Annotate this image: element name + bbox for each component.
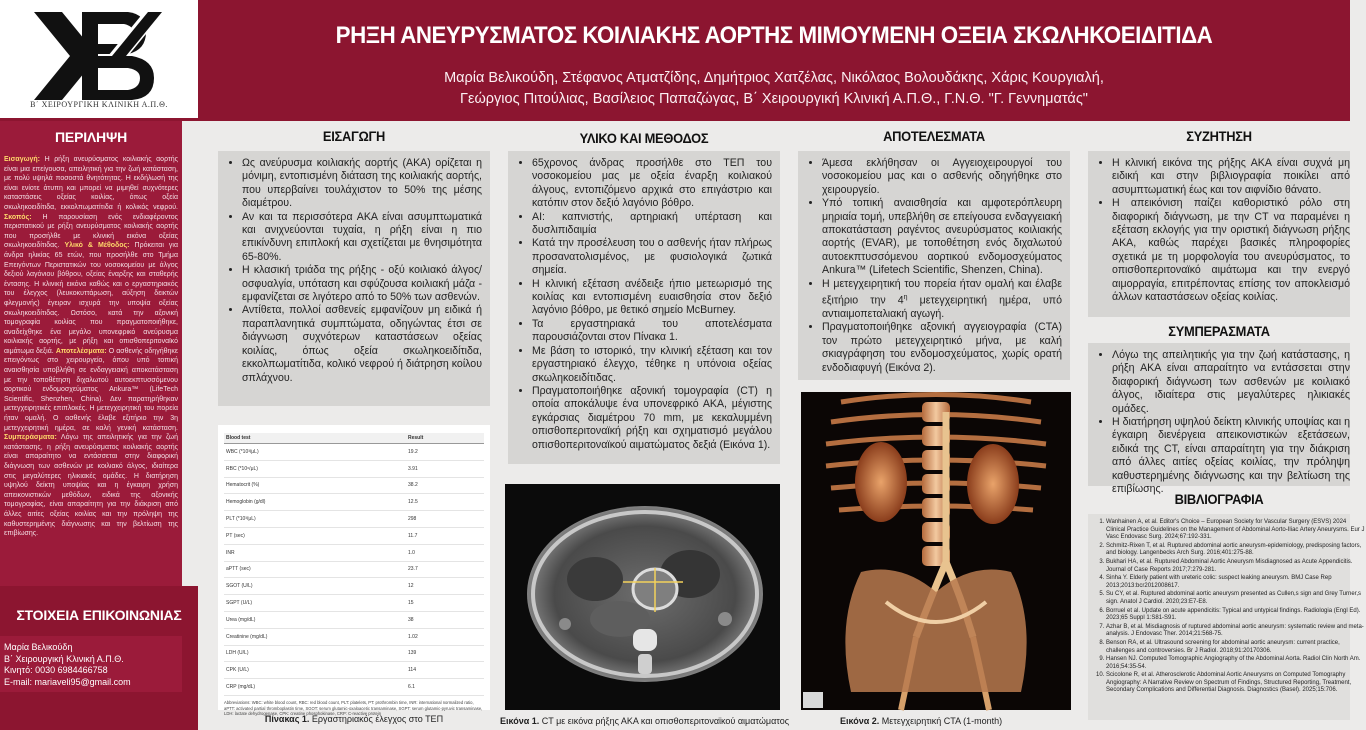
authors-line-1: Μαρία Βελικούδη, Στέφανος Ατματζίδης, Δημήτριος Χατζέλας, Νικόλαος Βολουδάκης, Χάρις Κουργιαλή,	[444, 70, 1104, 86]
reference-item: 9. Hansen NJ. Computed Tomographic Angiography of the Abdominal Aorta. Radiol Clin North Am. 2016;54:35-54.	[1106, 656, 1366, 671]
reference-item: 10. Scicolone R, et al. Atherosclerotic Abdominal Aortic Aneurysms on Computed Tomography Angiography: A Narrative Review on Spectrum of Findings, Structured Reporting, Treatment, Secondary Complications and Differential Diagnosis. Diagnostics (Basel). 2025;15:706.	[1106, 672, 1366, 695]
reference-item: 3. Bukhari HA, et al. Ruptured Abdominal Aortic Aneurysm Misdiagnosed as Acute Appendicitis. Journal of Case Reports 2017;7:279-281.	[1106, 559, 1366, 574]
contact-phone: Κινητό: 0030 6984466758	[4, 665, 108, 675]
lab-test-name: SGOT (U/L)	[224, 578, 406, 595]
lab-test-name: PLT (*10³/μL)	[224, 511, 406, 528]
lab-test-name: SGPT (U/L)	[224, 595, 406, 612]
lab-test-result: 12	[406, 578, 484, 595]
conclusions-bullet: • Λόγω της απειλητικής για την ζωή κατάστασης, η ρήξη ΑΚΑ είναι απαραίτητο να εντάσσεται στην διαφορική διάγνωση των ασθενών με κοιλιακό άλγος, ιδιαίτερα στις μεγαλύτερες ηλικιακές ομάδες.	[1112, 349, 1350, 416]
figure1-caption-label: Εικόνα 1.	[500, 716, 540, 726]
intro-bullet: • Αν και τα περισσότερα ΑΚΑ είναι ασυμπτωματικά και ανιχνεύονται τυχαία, η ρήξη είναι η πιο επικίνδυνη επιπλοκή και σχετίζεται με θνησιμότητα 65-80%.	[242, 211, 482, 265]
results-b3-sup: η	[903, 294, 908, 302]
reference-item: 4. Sinha Y. Elderly patient with ureteric colic: suspect leaking aneurysm. BMJ Case Rep 2013;2013:bcr2012008617.	[1106, 575, 1366, 590]
contact-box	[0, 636, 182, 692]
references-title: ΒΙΒΛΙΟΓΡΑΦΙΑ	[1174, 491, 1264, 507]
lab-table-card	[218, 425, 490, 717]
lab-table-row	[224, 544, 484, 561]
intro-bullet: • Αντίθετα, πολλοί ασθενείς εμφανίζουν μη ειδικά ή παραπλανητικά συμπτώματα, οδηγώντας έτσι σε διάγνωση συχνότερων καταστάσεων οξείας κοιλίας, όπως οξεία σκωληκοειδίτιδα, εκκολπωματίτιδα, κολικό νεφρού ή διάτρηση κοίλου σπλάχνου.	[242, 304, 482, 384]
figure2-caption-label: Εικόνα 2.	[840, 716, 880, 726]
contact-name: Μαρία Βελικούδη	[4, 642, 73, 652]
methods-title: ΥΛΙΚΟ ΚΑΙ ΜΕΘΟΔΟΣ	[579, 130, 709, 146]
figure1-caption	[500, 716, 800, 726]
lab-table-row	[224, 645, 484, 662]
methods-box	[508, 151, 780, 464]
lab-test-result: 114	[406, 662, 484, 679]
poster-title: ΡΗΞΗ ΑΝΕΥΡΥΣΜΑΤΟΣ ΚΟΙΛΙΑΚΗΣ ΑΟΡΤΗΣ ΜΙΜΟΥΜΕΝΗ ΟΞΕΙΑ ΣΚΩΛΗΚΟΕΙΔΙΤΙΔΑ	[335, 22, 1213, 49]
lab-table-row	[224, 527, 484, 544]
cta-angiography-icon	[801, 392, 1071, 710]
lab-table-row	[224, 444, 484, 461]
reference-item: 5. Su CY, et al. Ruptured abdominal aortic aneurysm presented as Cullen,s sign and Grey Turner,s sign. Anatol J Cardiol. 2020;23:E7-E8.	[1106, 591, 1366, 606]
lab-table-row	[224, 611, 484, 628]
references-box	[1088, 514, 1365, 720]
contact-title: ΣΤΟΙΧΕΙΑ ΕΠΙΚΟΙΝΩΝΙΑΣ	[16, 607, 182, 623]
lab-test-result: 298	[406, 511, 484, 528]
lab-test-result: 19.2	[406, 444, 484, 461]
figure2-caption	[840, 716, 1080, 726]
lab-caption	[218, 714, 490, 724]
logo	[0, 0, 198, 121]
cta-image	[801, 392, 1071, 710]
lab-test-name: CPK (U/L)	[224, 662, 406, 679]
lab-table-row	[224, 578, 484, 595]
lab-table	[224, 433, 484, 696]
summary-intro-text: Η ρήξη ανευρύσματος κοιλιακής αορτής είναι μια επείγουσα, απειλητική για την ζωή κατάσταση, με πολύ υψηλά ποσοστά θνητότητας. Η εκδήλωσή της είναι ενίοτε άτυπη και μπορεί να μιμηθεί συχνότερες καταστάσεις οξείας κοιλίας, όπως οξεία σκωληκοειδίτιδα, εκκολπωματίτιδα ή κολικός νεφρού.	[4, 156, 178, 211]
conclusions-bullet: • Η διατήρηση υψηλού δείκτη κλινικής υποψίας και η έγκαιρη διενέργεια απεικονιστικών εξετάσεων, ειδικά της CT, είναι απαραίτητη για την διάκριση από άλλες αιτίες οξείας κοιλίας, την πρόληψη καθυστερημένης διάγνωσης και την βελτίωση της επιβίωσης.	[1112, 416, 1350, 496]
lab-test-name: Hematocrit (%)	[224, 477, 406, 494]
results-bullet: • Υπό τοπική αναισθησία και αμφοτερόπλευρη μηριαία τομή, υπεβλήθη σε επείγουσα ενδαγγειακή αποκατάσταση ραγέντος ανευρύσματος κοιλιακής αορτής (EVAR), με τοποθέτηση ενός διχαλωτού αυτοεκπτυσσόμενου αορτικού ενδομοσχεύματος Ankura™ (Lifetech Scientific, Shenzen, China).	[822, 197, 1062, 277]
conclusions-box	[1088, 343, 1350, 496]
results-title: ΑΠΟΤΕΛΕΣΜΑΤΑ	[883, 128, 985, 144]
methods-bullet: • Η κλινική εξέταση ανέδειξε ήπιο μετεωρισμό της κοιλίας και εντοπισμένη ευαισθησία στον δεξιό λαγόνιο βόθρο, με θετικό σημείο McBurney.	[532, 278, 772, 318]
summary-intro-label: Εισαγωγή:	[4, 156, 41, 163]
lab-test-name: aPTT (sec)	[224, 561, 406, 578]
discussion-title: ΣΥΖΗΤΗΣΗ	[1186, 128, 1252, 144]
intro-bullet: • Ως ανεύρυσμα κοιλιακής αορτής (ΑΚΑ) ορίζεται η μόνιμη, εντοπισμένη διάταση της κοιλιακής αορτής, που υπερβαίνει τουλάχιστον το 50% της μέσης διαμέτρου.	[242, 157, 482, 211]
lab-test-result: 1.0	[406, 544, 484, 561]
ct-scan-image	[505, 484, 780, 710]
results-b3-pre: Η μετεγχειρητική του πορεία ήταν ομαλή και έλαβε εξιτήριο την 4	[822, 277, 1062, 307]
results-bullet: • Πραγματοποιήθηκε αξονική αγγειογραφία (CTA) τον πρώτο μετεγχειρητικό μήνα, με καλή σκιαγράφηση του ενδομοσχεύματος, χωρίς ορατή ενδοδιαφυγή (Εικόνα 2).	[822, 321, 1062, 375]
lab-table-row	[224, 460, 484, 477]
lab-table-row	[224, 494, 484, 511]
intro-title: ΕΙΣΑΓΩΓΗ	[322, 128, 386, 144]
lab-test-result: 11.7	[406, 527, 484, 544]
contact-affiliation: Β΄ Χειρουργική Κλινική Α.Π.Θ.	[4, 653, 124, 664]
discussion-bullet: • Η κλινική εικόνα της ρήξης ΑΚΑ είναι συχνά μη ειδική και στην βιβλιογραφία ποικίλει από ασυμπτωματική έως και τον αιφνίδιο θάνατο.	[1112, 157, 1350, 197]
results-box	[798, 151, 1070, 380]
lab-caption-text: Εργαστηριακός έλεγχος στο ΤΕΠ	[309, 714, 444, 724]
summary-aim-text: Η παρουσίαση ενός ενδιαφέροντος περιστατικού με ρήξη ανευρύσματος κοιλιακής αορτής που προσήλθε με κλινική εικόνα οξείας σκωληκοειδίτιδας.	[4, 213, 178, 250]
contact-email[interactable]: E-mail: mariaveli95@gmail.com	[4, 676, 131, 687]
lab-test-name: CRP (mg/dL)	[224, 679, 406, 696]
results-bullet	[822, 278, 1062, 322]
methods-bullet: • Τα εργαστηριακά του αποτελέσματα παρουσιάζονται στον Πίνακα 1.	[532, 318, 772, 345]
poster-header	[198, 0, 1350, 121]
lab-table-row	[224, 628, 484, 645]
lab-test-result: 139	[406, 645, 484, 662]
methods-bullet: • Πραγματοποιήθηκε αξονική τομογραφία (CT) η οποία αποκάλυψε ένα υπονεφρικό ΑΚΑ, μέγιστης εγκάρσιας διαμέτρου 70 mm, με κεκαλυμμένη οπισθοπεριτοναϊκή ρήξη και σχηματισμό μεγάλου οπισθοπεριτοναϊκού αιματώματος δεξιά (Εικόνα 1).	[532, 385, 772, 452]
lab-test-name: PT (sec)	[224, 527, 406, 544]
reference-item: 7. Azhar B, et al. Misdiagnosis of ruptured abdominal aortic aneurysm: systematic review and meta-analysis. J Endovasc Ther. 2014;21:568-75.	[1106, 624, 1366, 639]
lab-test-name: WBC (*10³/μL)	[224, 444, 406, 461]
lab-test-name: LDH (U/L)	[224, 645, 406, 662]
summary-methods-label: Υλικό & Μέθοδος:	[64, 242, 130, 250]
lab-test-result: 3.91	[406, 460, 484, 477]
lab-test-result: 6.1	[406, 679, 484, 696]
conclusions-title: ΣΥΜΠΕΡΑΣΜΑΤΑ	[1168, 323, 1270, 339]
lab-table-row	[224, 595, 484, 612]
lab-test-result: 15	[406, 595, 484, 612]
authors	[198, 68, 1350, 110]
lab-col-test: Blood test	[224, 433, 406, 444]
methods-bullet: • ΑΙ: καπνιστής, αρτηριακή υπέρταση και δυσλιπιδαιμία	[532, 211, 772, 238]
lab-test-name: Urea (mg/dL)	[224, 611, 406, 628]
lab-test-name: INR	[224, 544, 406, 561]
figure1-caption-text: CT με εικόνα ρήξης ΑΚΑ και οπισθοπεριτοναϊκού αιματώματος	[539, 716, 790, 726]
lab-test-name: RBC (*10⁶/μL)	[224, 460, 406, 477]
lab-table-row	[224, 561, 484, 578]
ct-scan-icon	[505, 484, 780, 710]
results-bullet: • Άμεσα εκλήθησαν οι Αγγειοχειρουργοί του νοσοκομείου μας και ο ασθενής οδηγήθηκε στο χειρουργείο.	[822, 157, 1062, 197]
lab-test-result: 38	[406, 611, 484, 628]
methods-bullet: • 65χρονος άνδρας προσήλθε στο ΤΕΠ του νοσοκομείου μας με οξεία έναρξη κοιλιακού άλγους, εντοπιζόμενο αρχικά στο επιγάστριο και κατόπιν στον δεξιό λαγόνιο βόθρο.	[532, 157, 772, 211]
figure2-caption-text: Μετεγχειρητική CTA (1-month)	[879, 716, 1003, 726]
lab-caption-label: Πίνακας 1.	[264, 714, 310, 724]
lab-test-name: Creatinine (mg/dL)	[224, 628, 406, 645]
lab-abbreviations: Abbreviations: WBC: white blood count, RBC: red blood count, PLT: platelets, PT: prothrombin time, INR: international normalized ratio, aPTT: activated partial thromboplastin time, SGOT: serum glutamic-oxaloacetic transaminase, SGPT: serum glutamic-pyruvic transaminase, LDH: lactate dehydrogenase, CPK: creatine phosphokinase, CRP: C-reactive protein	[224, 699, 483, 717]
intro-box	[218, 151, 490, 406]
summary-results-label: Αποτελέσματα:	[55, 347, 107, 355]
lab-test-name: Hemoglobin (g/dl)	[224, 494, 406, 511]
summary-conclusions-label: Συμπεράσματα:	[4, 434, 57, 442]
lab-test-result: 23.7	[406, 561, 484, 578]
lab-table-row	[224, 477, 484, 494]
methods-bullet: • Κατά την προσέλευση του ο ασθενής ήταν πλήρως προσανατολισμένος, με φυσιολογικά ζωτικά σημεία.	[532, 237, 772, 277]
intro-bullet: • Η κλασική τριάδα της ρήξης - οξύ κοιλιακό άλγος/οσφυαλγία, υπόταση και σφύζουσα κοιλιακή μάζα - εμφανίζεται σε λιγότερο από το 50% των ασθενών.	[242, 264, 482, 304]
clinic-logo-icon	[32, 10, 166, 102]
lab-table-row	[224, 511, 484, 528]
reference-item: 2. Schmitz-Rixen T, et al. Ruptured abdominal aortic aneurysm-epidemiology, predisposing factors, and biology. Langenbecks Arch Surg. 2016;401:275-88.	[1106, 543, 1366, 558]
discussion-box	[1088, 151, 1350, 317]
reference-item: 8. Benson RA, et al. Ultrasound screening for abdominal aortic aneurysm: current practice, challenges and controversies. Br J Radiol. 2018;91:20170306.	[1106, 640, 1366, 655]
methods-bullet: • Με βάση το ιστορικό, την κλινική εξέταση και τον εργαστηριακό έλεγχο, τέθηκε η υπόνοια οξείας σκωληκοειδίτιδας.	[532, 345, 772, 385]
summary-aim-label: Σκοπός:	[4, 213, 32, 221]
results-b3-post: μετεγχειρητική ημέρα, υπό αντιαιμοπεταλιακή αγωγή.	[822, 294, 1062, 320]
summary-methods-text: Πρόκειται για άνδρα ηλικίας 65 ετών, που προσήλθε στο Τμήμα Επειγόντων Περιστατικών του νοσοκομείου με άλγος δεξιού λαγόνιου βόθρου, οξείας έναρξης και σταθερής έντασης. Η κλινική εικόνα καθώς και ο εργαστηριακός του έλεγχος (λευκοκυττάρωση, αύξηση δεικτών φλεγμονής) έγειραν ισχυρά την υποψία οξείας σκωληκοειδίτιδας. Ωστόσο, κατά την αξονική τομογραφία κοιλίας που πραγματοποιήθηκε, αναδείχθηκε ένα μεγάλο υπονεφρικό ανεύρυσμα κοιλιακής αορτής, με ρήξη και οπισθοπεριτοναϊκό αιμάτωμα δεξιά.	[4, 242, 178, 355]
logo-caption: Β΄ ΧΕΙΡΟΥΡΓΙΚΗ ΚΛΙΝΙΚΗ Α.Π.Θ.	[30, 100, 168, 109]
lab-table-row	[224, 662, 484, 679]
summary-title: ΠΕΡΙΛΗΨΗ	[55, 129, 127, 145]
lab-col-result: Result	[406, 433, 484, 444]
lab-test-result: 12.5	[406, 494, 484, 511]
summary-text	[4, 155, 178, 539]
reference-item: 1. Wanhainen A, et al. Editor's Choice – European Society for Vascular Surgery (ESVS) 2024 Clinical Practice Guidelines on the Management of Abdominal Aorto-Iliac Artery Aneurysms. Eur J Vasc Endovasc Surg. 2024;67:192-331.	[1106, 519, 1366, 542]
lab-test-result: 1.02	[406, 628, 484, 645]
lab-table-row	[224, 679, 484, 696]
authors-line-2: Γεώργιος Πιτούλιας, Βασίλειος Παπαζώγας, Β΄ Χειρουργική Κλινική Α.Π.Θ., Γ.Ν.Θ. "Γ. Γεννηματάς"	[460, 91, 1088, 107]
summary-results-text: Ο ασθενής οδηγήθηκε επειγόντως στο χειρουργείο, όπου υπό τοπική αναισθησία υποβλήθη σε ενδαγγειακή αποκατάσταση με την τοποθέτηση διχαλωτού αυτοεκπτυσσόμενου αορτικού ενδομοσχεύματος Ankura™ (LifeTech Scientific, Shenzhen, China). Δεν παρατηρήθηκαν μετεγχειρητικές επιπλοκές. Η μετεγχειρητική του πορεία ήταν ομαλή. Ο ασθενής έλαβε εξιτήριο την 3η μετεγχειρητική ημέρα, σε καλή γενική κατάσταση.	[4, 347, 178, 432]
reference-item: 6. Borruel et al. Update on acute appendicitis: Typical and untypical findings. Radiologia (Engl Ed). 2023;65 Suppl 1:S81-S91.	[1106, 608, 1366, 623]
lab-test-result: 38.2	[406, 477, 484, 494]
discussion-bullet: • Η απεικόνιση παίζει καθοριστικό ρόλο στη διαφορική διάγνωση, με την CT να παραμένει η εξέταση εκλογής για την οριστική διάγνωση ρήξης ΑΚΑ, καθώς παρέχει βασικές πληροφορίες σχετικά με τη μορφολογία του ανευρύσματος, το οπισθοπεριτοναϊκό αιμάτωμα και την ενεργό αιμορραγία, επιτρέποντας επίσης τον αποκλεισμό άλλων καταστάσεων οξείας κοιλίας.	[1112, 197, 1350, 304]
summary-panel	[0, 121, 182, 586]
summary-conclusions-text: Λόγω της απειλητικής για την ζωή κατάστασης, η ρήξη ανευρύσματος κοιλιακής αορτής είναι απαραίτητο να εντάσσεται στην διαφορική διάγνωση των ασθενών με κοιλιακό άλγος, ιδιαίτερα στις μεγαλύτερες ηλικιακές ομάδες. Η διατήρηση υψηλού δείκτη υποψίας και η έγκαιρη χρήση απεικονιστικών μεθόδων, ειδικά της αξονικής τομογραφίας, είναι απαραίτητη για την διάκριση από άλλες αιτίες οξείας κοιλίας και την πρόληψη της καθυστερημένης διάγνωσης και την βελτίωση της επιβίωσης.	[4, 434, 179, 538]
